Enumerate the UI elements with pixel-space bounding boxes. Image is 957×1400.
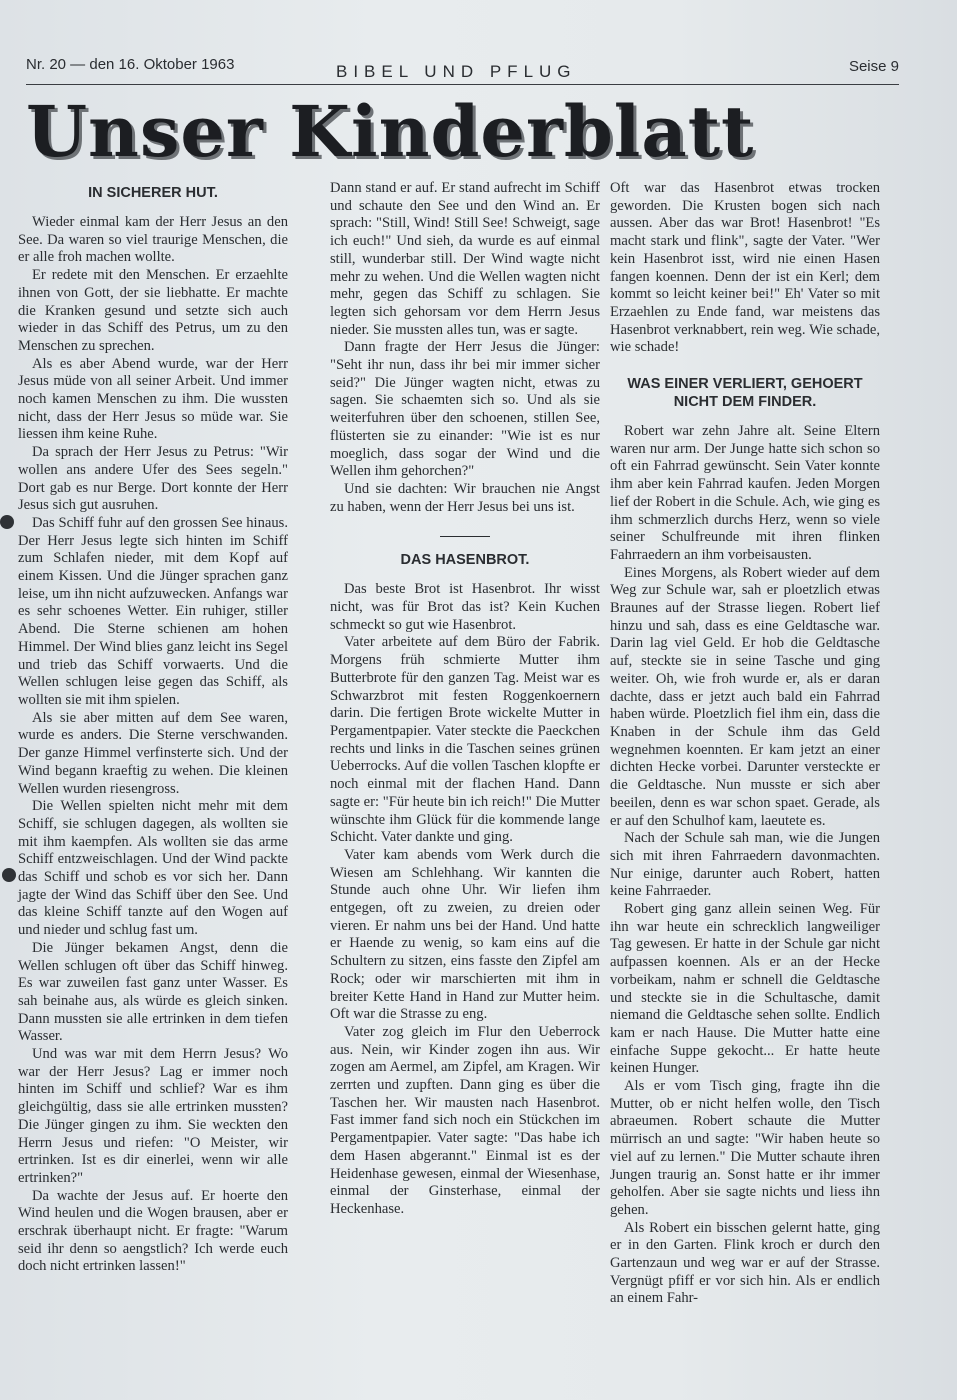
paragraph: Das beste Brot ist Hasenbrot. Ihr wisst nicht, was für Brot das ist? Kein Kuchen schmeckt so gut wie Hasenbrot. — [330, 581, 600, 633]
paragraph: Oft war das Hasenbrot etwas trocken geworden. Die Krusten bogen sich nach aussen. Aber das war Brot! Hasenbrot! "Es macht stark und flink", sagte der Vater. "Wer kein Hasenbrot isst, wird nie einen Hasen fangen koennen. Denn der ist ein Kerl; dem kommt so leicht keiner bei!" Eh' Vater so mit Erzaehlen zu Ende fand, war meistens das Hasenbrot verknabbert, rein weg. Wie schade, wie schade! — [610, 180, 880, 356]
paragraph: Und was war mit dem Herrn Jesus? Wo war der Herr Jesus? Lag er immer noch hinten im Schiff und schlief? War es ihm gleichgültig, dass sie alle ertrinken mussten? Die Jünger gingen zu ihm. Sie weckten den Herrn Jesus und riefen: "O Meister, wir ertrinken. Ist es dir einerlei, wenn wir alle ertrinken?" — [18, 1046, 288, 1186]
paper-title: BIBEL UND PFLUG — [336, 62, 577, 81]
page-header — [26, 50, 899, 85]
paragraph: Dann fragte der Herr Jesus die Jünger: "Seht ihr nun, dass ihr bei mir immer sicher seid?" Die Jünger wagten nicht, etwas zu sagen. Sie schaemten sich so. Und als sie weiterfuhren über den schoenen, stillen See, flüsterten sie zu einander: "Wie ist es nur moeglich, dass sogar der Wind und die Wellen ihm gehorchen?" — [330, 339, 600, 480]
paragraph: Als sie aber mitten auf dem See waren, wurde es anders. Die Sterne verschwanden. Der ganze Himmel verfinsterte sich. Und der Wind begann kraeftig zu wehen. Die kleinen Wellen wurden riesengross. — [18, 709, 288, 797]
punch-hole — [2, 868, 16, 882]
paragraph: Als Robert ein bisschen gelernt hatte, ging er in den Garten. Flink kroch er durch den Gartenzaun und weg war er auf der Strasse. Vergnügt pfiff er vor sich hin. Als er endlich an einem Fahr- — [610, 1219, 880, 1307]
paragraph: Als er vom Tisch ging, fragte ihn die Mutter, ob er nicht helfen wolle, den Tisch abraeumen. Robert schaute die Mutter mürrisch an und sagte: "Wir haben heute so viel auf zu lernen." Die Mutter schaute ihren Jungen traurig an. Sonst hatte er ihr immer geholfen. Aber sie sagte nichts und liess ihn gehen. — [610, 1078, 880, 1218]
paragraph: Da wachte der Jesus auf. Er hoerte den Wind heulen und die Wogen brausen, aber er erschrak überhaupt nicht. Er fragte: "Warum seid ihr denn so aengstlich? Ich werde euch doch nicht ertrinken lassen!" — [18, 1187, 288, 1275]
issue-line: Nr. 20 — den 16. Oktober 1963 — [26, 56, 235, 73]
paragraph: Da sprach der Herr Jesus zu Petrus: "Wir wollen ans andere Ufer des Sees segeln." Dort gab es nur Berge. Dort konnte der Herr Jesus sich gut ausruhen. — [18, 444, 288, 514]
paragraph: Robert war zehn Jahre alt. Seine Eltern waren nur arm. Der Junge hatte sich schon so oft ein Fahrrad gewünscht. Sein Vater konnte ihm aber kein Fahrrad kaufen. Jeden Morgen lief der Robert in die Schule. Ach, wie ging es ihm schmerzlich durchs Herz, wenn so viele seiner Schulfreunde mit ihren flinken Fahrraedern an ihm vorbeisausten. — [610, 423, 880, 563]
paragraph: Die Wellen spielten nicht mehr mit dem Schiff, sie schlugen dagegen, als wollten sie mit ihm kaempfen. Als wollten sie das arme Schiff entzweischlagen. Und der Wind packte das Schiff und schob es vor sich her. Dann jagte der Wind das Schiff über den See. Und das kleine Schiff tanzte auf den Wogen auf und nieder und schlug fast um. — [18, 798, 288, 939]
paragraph: Eines Morgens, als Robert wieder auf dem Weg zur Schule war, sah er ploetzlich etwas Braunes auf der Strasse liegen. Robert lief hinzu und sah, dass es eine Geldtasche war. Darin lag viel Geld. Er hob die Geldtasche auf, steckte sie in seine Tasche und ging weiter. Oh, wie froh wurde er, als er daran dachte, dass er jetzt auch bald ein Fahrrad haben würde. Ploetzlich fiel ihm ein, dass die Knaben in der Schule ihm das Geld wegnehmen koennten. Er kam jetzt an einer dichten Hecke vorbei. Darunter versteckte er die Geldtasche. Nun musste er sich aber beeilen, denn es war schon spaet. Gerade, als er auf den Schulhof kam, laeutete es. — [610, 564, 880, 829]
paragraph: Vater arbeitete auf dem Büro der Fabrik. Morgens früh schmierte Mutter ihm Butterbrote für den ganzen Tag. Meist war es Schwarzbrot mit festen Roggenkoernern darin. Die fertigen Brote wickelte Mutter in Pergamentpapier. Vater steckte die Paeckchen rechts und links in die Taschen seines grünen Ueberrocks. Auf die vollen Taschen klopfte er noch einmal mit der flachen Hand. Dann sagte er: "Für heute bin ich reich!" Die Mutter wünschte ihm Glück für die kommende lange Schicht. Vater dankte und ging. — [330, 634, 600, 846]
paragraph: Als es aber Abend wurde, war der Herr Jesus müde von all seiner Arbeit. Und immer noch kamen Menschen zu ihm. Die wussten nicht, dass der Herr Jesus so müde war. Sie liessen ihm keine Ruhe. — [18, 355, 288, 443]
paragraph: Er redete mit den Menschen. Er erzaehlte ihnen von Gott, der sie liebhatte. Er machte die Kranken gesund und setzte sich auch wieder in das Schiff des Petrus, um zu den Menschen zu sprechen. — [18, 267, 288, 354]
article-title-hut: IN SICHERER HUT. — [88, 185, 218, 201]
column-2 — [330, 180, 600, 1219]
paragraph: Vater kam abends vom Werk durch die Wiesen am Schlehhang. Wir kannten die Stunde auch ohne Uhr. Wir liefen ihm entgegen, oft zu zweien, zu dreien oder vieren. Er nahm uns bei der Hand. Und hatte er Haende zu wenig, so kam eins auf die Schultern zu sitzen, eins fasste den Zipfel am Rock; oder wir marschierten mit ihm in breiter Kette Hand in Hand zur Mutter heim. Oft war die Strasse zu eng. — [330, 846, 600, 1023]
punch-hole — [0, 515, 14, 529]
paragraph: Robert ging ganz allein seinen Weg. Für ihn war heute ein schrecklich langweiliger Tag gewesen. Er hatte in der Schule gar nicht aufpassen koennen. Als er an der Hecke vorbeikam, nahm er schnell die Geldtasche und steckte sie in die Schultasche, damit niemand die Geldtasche sehen sollte. Endlich kam er nach Hause. Die Mutter hatte eine einfache Suppe gekocht... Er hatte heute keinen Hunger. — [610, 901, 880, 1077]
paragraph: Und sie dachten: Wir brauchen nie Angst zu haben, wenn der Herr Jesus bei uns ist. — [330, 480, 600, 515]
paragraph: Vater zog gleich im Flur den Ueberrock aus. Nein, wir Kinder zogen ihn aus. Wir zogen am Aermel, am Zipfel, am Kragen. Wir zerrten und zupften. Dann ging es über die Taschen her. Wir mausten nach Hasenbrot. Fast immer fand sich noch ein Stückchen im Pergamentpapier. Vater sagte: "Das habe ich dem Hasen abgerannt." Einmal ist es der Heidenhase gewesen, einmal der Wiesenhase, einmal der Ginsterhase, einmal der Heckenhase. — [330, 1023, 600, 1217]
article-title-hasenbrot: DAS HASENBROT. — [400, 552, 530, 569]
paragraph: Das Schiff fuhr auf den grossen See hinaus. Der Herr Jesus legte sich hinten im Schiff zum Schlafen nieder, mit dem Kopf auf einem Kissen. Und die Jünger sprachen ganz leise, um ihn nicht aufzuwecken. Anfangs war es sehr schoenes Wetter. Ein ruhiger, stiller Abend. Die Sterne schienen am hohen Himmel. Der Wind blies ganz leicht ins Segel und trieb das Schiff vorwaerts. Und die Wellen schlugen leise gegen das Schiff, als wollten sie mit ihm spielen. — [18, 514, 288, 708]
column-1 — [18, 180, 288, 1276]
masthead-title: Unser Kinderblatt — [26, 92, 755, 172]
page-number: Seise 9 — [848, 58, 899, 75]
paragraph: Die Jünger bekamen Angst, denn die Wellen schlugen oft über das Schiff hinweg. Es war zuweilen fast ganz unter Wasser. Es sah beinahe aus, als würde es gleich sinken. Dann mussten sie alle ertrinken in dem tiefen Wasser. — [18, 939, 288, 1045]
section-divider — [440, 536, 490, 537]
article-title-finder: WAS EINER VERLIERT, GEHOERT NICHT DEM FINDER. — [627, 376, 863, 411]
paragraph: Nach der Schule sah man, wie die Jungen sich mit ihren Fahrraedern davonmachten. Nur einige, darunter auch Robert, hatten keine Fahrraeder. — [610, 830, 880, 900]
paragraph: Wieder einmal kam der Herr Jesus an den See. Da waren so viel traurige Menschen, die er alle froh machen wollte. — [18, 214, 288, 266]
column-3 — [610, 180, 880, 1308]
paragraph: Dann stand er auf. Er stand aufrecht im Schiff und schaute den See und den Wind an. Er sprach: "Still, Wind! Still See! Schweigt, sage ich euch!" Und sieh, da wurde es auf einmal still, wunderbar still. Der Wind wagte nicht mehr zu wehen. Und die Wellen wagten nicht mehr, gegen das Schiff zu schlagen. Sie legten sich gehorsam vor dem Herrn Jesus nieder. Sie mussten alles tun, was er sagte. — [330, 180, 600, 338]
